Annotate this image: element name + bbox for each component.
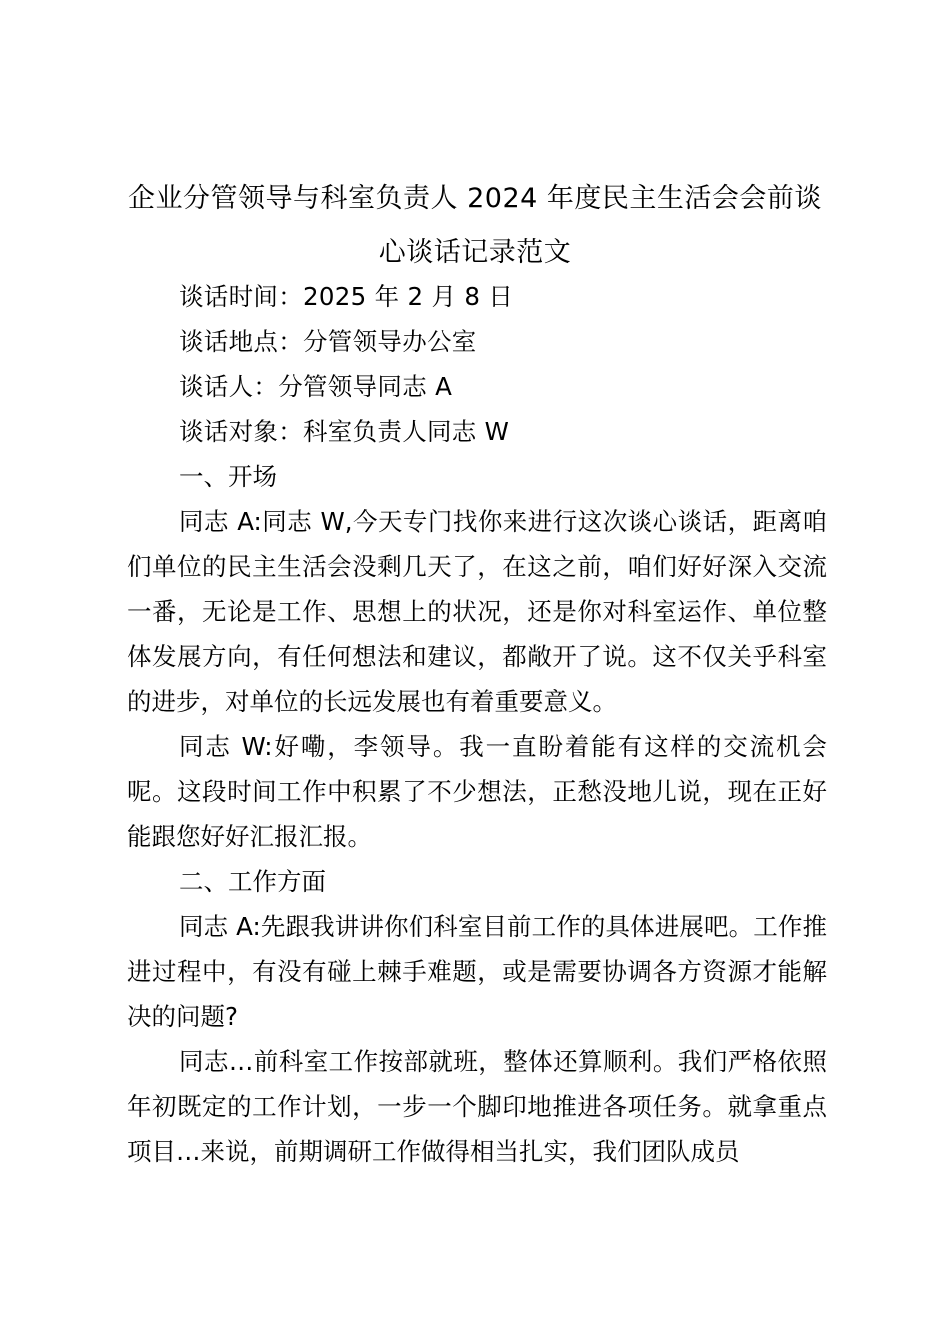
section-heading-opening: 一、开场 <box>179 462 277 491</box>
meta-target: 谈话对象：科室负责人同志 W <box>179 417 510 446</box>
meta-time: 谈话时间：2025 年 2 月 8 日 <box>179 282 514 311</box>
meta-place: 谈话地点：分管领导办公室 <box>179 327 477 356</box>
paragraph: 同志 A:同志 W,今天专门找你来进行这次谈心谈话，距离咱们单位的民主生活会没剩几天了，在这之前，咱们好好深入交流一番，无论是工作、思想上的状况，还是你对科室运作、单位整体发展方向，有任何想法和建议，都敞开了说。这不仅关乎科室的进步，对单位的长远发展也有着重要意义。 <box>127 507 827 716</box>
paragraph: 同志 A:先跟我讲讲你们科室目前工作的具体进展吧。工作推进过程中，有没有碰上棘手难题，或是需要协调各方资源才能解决的问题? <box>127 912 827 1031</box>
document-body <box>127 274 827 1174</box>
paragraph: 同志…前科室工作按部就班，整体还算顺利。我们严格依照年初既定的工作计划，一步一个脚印地推进各项任务。就拿重点项目…来说，前期调研工作做得相当扎实，我们团队成员 <box>127 1047 827 1166</box>
paragraph: 同志 W:好嘞，李领导。我一直盼着能有这样的交流机会呢。这段时间工作中积累了不少想法，正愁没地儿说，现在正好能跟您好好汇报汇报。 <box>127 732 827 851</box>
document-title: 企业分管领导与科室负责人 2024 年度民主生活会会前谈心谈话记录范文 <box>128 183 822 268</box>
meta-speaker: 谈话人：分管领导同志 A <box>179 372 453 401</box>
section-heading-work: 二、工作方面 <box>179 867 326 896</box>
